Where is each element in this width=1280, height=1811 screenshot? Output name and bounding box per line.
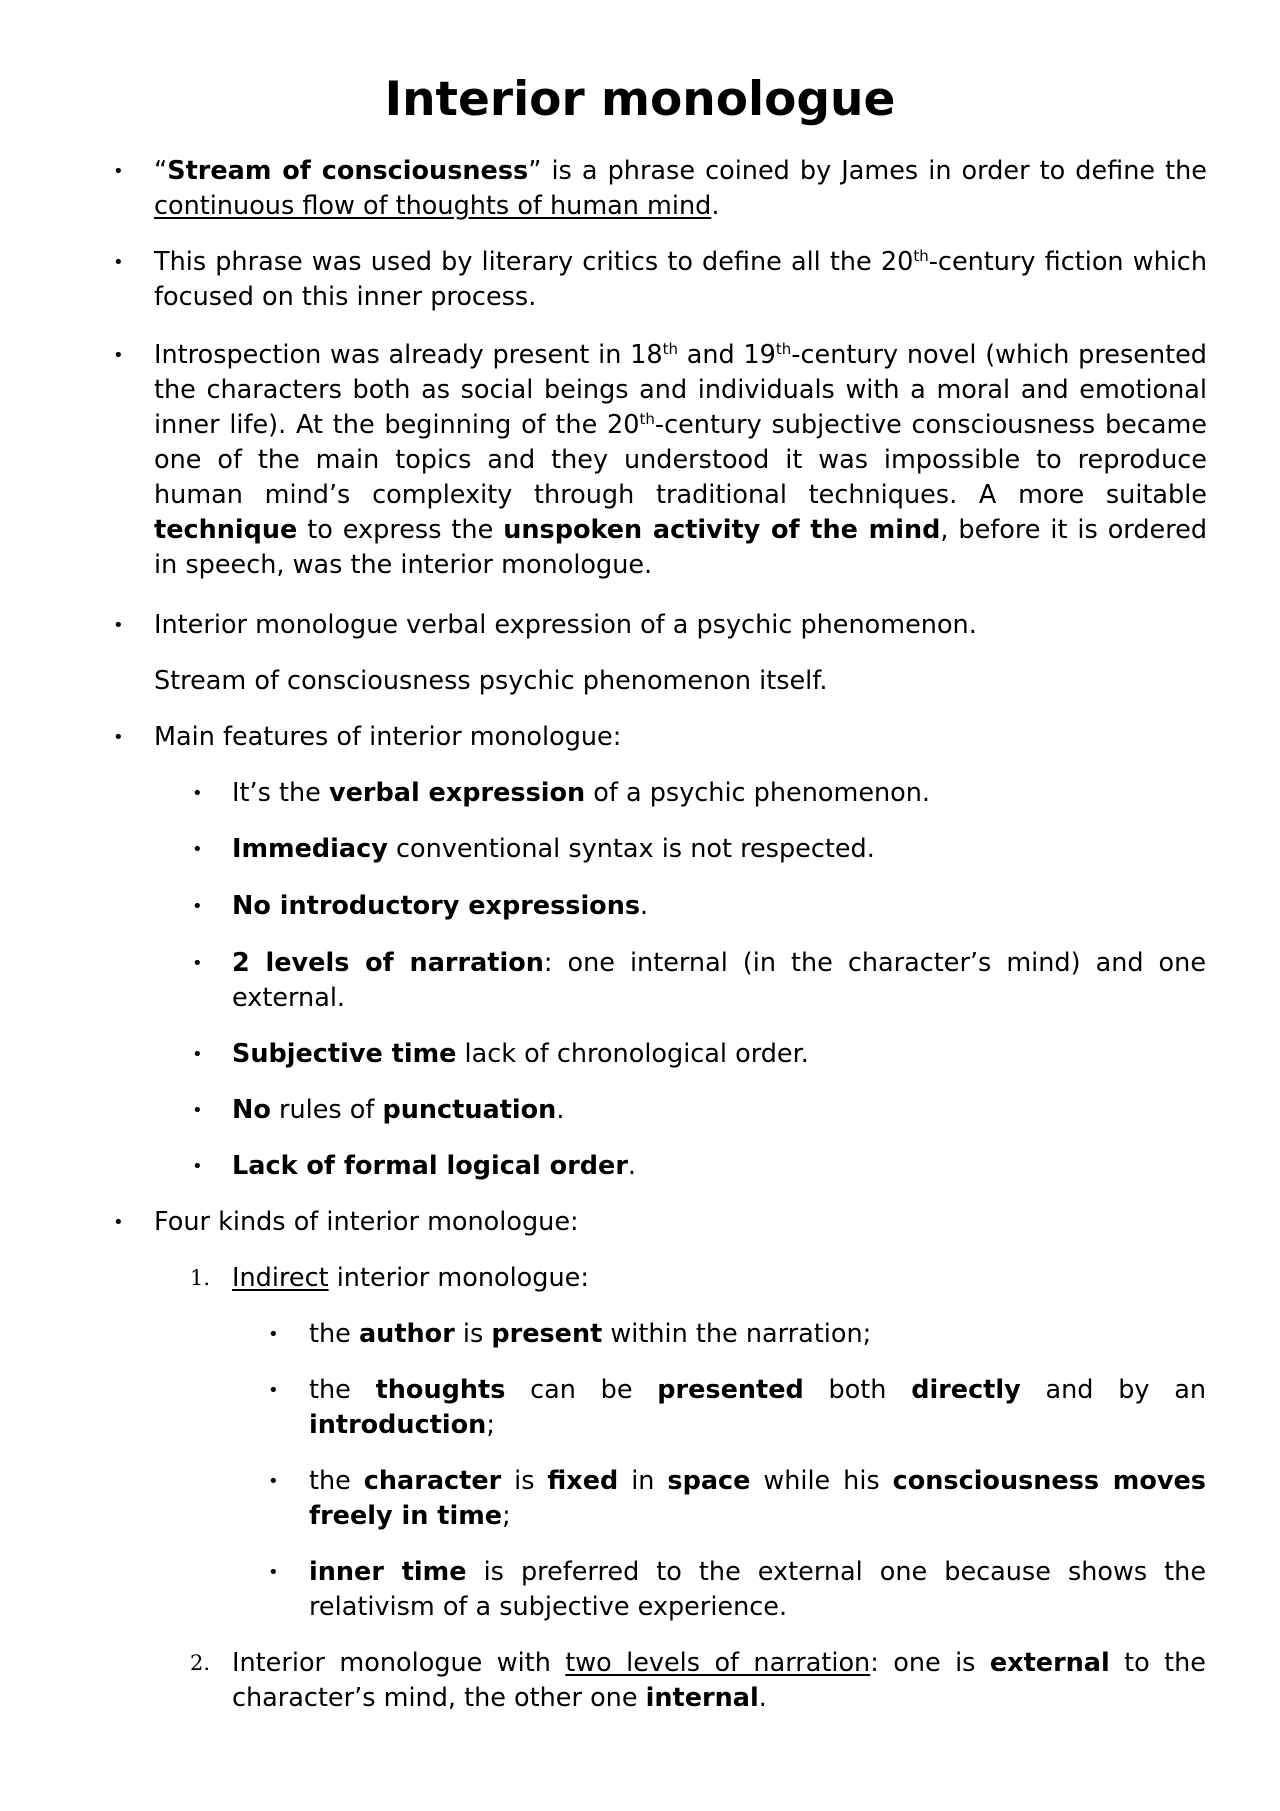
bold-text: No introductory expressions bbox=[232, 891, 641, 921]
feature-two-levels bbox=[232, 946, 1206, 1016]
bullet-icon: • bbox=[192, 1100, 203, 1121]
bold-text: space bbox=[667, 1466, 751, 1496]
list-number: 1. bbox=[190, 1266, 211, 1290]
paragraph-main-features: Main features of interior monologue: bbox=[154, 722, 622, 752]
bullet-icon: • bbox=[113, 252, 124, 273]
bullet-icon: • bbox=[192, 783, 203, 804]
superscript: th bbox=[662, 340, 678, 358]
paragraph-four-kinds: Four kinds of interior monologue: bbox=[154, 1207, 579, 1237]
bold-text: Lack of formal logical order bbox=[232, 1151, 628, 1181]
bold-text: directly bbox=[911, 1375, 1021, 1405]
text: ; bbox=[502, 1501, 511, 1531]
bold-text: fixed bbox=[547, 1466, 619, 1496]
bullet-icon: • bbox=[113, 345, 124, 366]
text: the bbox=[309, 1375, 376, 1405]
underlined-text: Indirect bbox=[232, 1263, 329, 1293]
bold-text: No bbox=[232, 1095, 271, 1125]
feature-subjective-time bbox=[232, 1037, 1206, 1072]
bullet-icon: • bbox=[113, 161, 124, 182]
bold-text: Immediacy bbox=[232, 834, 388, 864]
bold-text: character bbox=[363, 1466, 502, 1496]
underlined-text: continuous flow of thoughts of human mind bbox=[154, 191, 712, 221]
text: in bbox=[618, 1466, 668, 1496]
bullet-icon: • bbox=[192, 839, 203, 860]
page-title: Interior monologue bbox=[384, 72, 896, 127]
bullet-icon: • bbox=[268, 1324, 279, 1345]
bold-text: introduction bbox=[309, 1410, 487, 1440]
feature-immediacy bbox=[232, 832, 1206, 867]
text: is preferred to the external one because shows the relativism of a subjective experience. bbox=[309, 1557, 1207, 1622]
bold-text: inner time bbox=[309, 1557, 467, 1587]
text: . bbox=[640, 891, 649, 921]
bold-text: Stream of consciousness bbox=[167, 156, 529, 186]
text: within the narration; bbox=[602, 1319, 872, 1349]
feature-logical-order bbox=[232, 1149, 1206, 1184]
text: rules of bbox=[270, 1095, 383, 1125]
paragraph-introspection bbox=[154, 338, 1207, 583]
text: and by an bbox=[1020, 1375, 1206, 1405]
underlined-text: two levels of narration bbox=[565, 1648, 871, 1678]
feature-verbal-expression bbox=[232, 776, 1206, 811]
text: ; bbox=[486, 1410, 495, 1440]
text: . bbox=[758, 1683, 767, 1713]
bullet-icon: • bbox=[192, 1156, 203, 1177]
kind-indirect bbox=[232, 1261, 1206, 1296]
text: : one internal (in the character’s mind) and one external. bbox=[232, 948, 1207, 1013]
text: the bbox=[309, 1319, 359, 1349]
kind-two-levels bbox=[232, 1646, 1206, 1716]
text: is bbox=[454, 1319, 492, 1349]
list-number: 2. bbox=[190, 1651, 211, 1675]
bullet-icon: • bbox=[268, 1562, 279, 1583]
bold-text: unspoken activity of the mind bbox=[503, 515, 941, 545]
text: Interior monologue with bbox=[232, 1648, 566, 1678]
superscript: th bbox=[639, 410, 655, 428]
bold-text: thoughts bbox=[375, 1375, 506, 1405]
text: -century subjective consciousness became one of the main topics and they understood it was impossible to reproduce human mind’s complexity through traditional techniques. A more suitable bbox=[154, 410, 1207, 510]
paragraph-stream-definition: Stream of consciousness psychic phenomenon itself. bbox=[154, 666, 828, 696]
bullet-icon: • bbox=[192, 1044, 203, 1065]
text: both bbox=[803, 1375, 912, 1405]
bullet-icon: • bbox=[268, 1380, 279, 1401]
text: and 19 bbox=[677, 340, 776, 370]
text: Introspection was already present in 18 bbox=[154, 340, 663, 370]
bullet-icon: • bbox=[192, 896, 203, 917]
paragraph-interior-monologue-definition: Interior monologue verbal expression of a psychic phenomenon. bbox=[154, 610, 977, 640]
feature-punctuation bbox=[232, 1093, 1206, 1128]
text: the bbox=[309, 1466, 364, 1496]
bold-text: presented bbox=[657, 1375, 804, 1405]
text: , before it is ordered in speech, was the interior monologue. bbox=[154, 515, 1208, 580]
text: “ bbox=[154, 156, 168, 186]
paragraph-phrase-usage bbox=[154, 245, 1207, 315]
bullet-icon: • bbox=[113, 615, 124, 636]
text: is bbox=[501, 1466, 548, 1496]
text: ” bbox=[528, 156, 542, 186]
text: lack of chronological order. bbox=[456, 1039, 809, 1069]
text: of a psychic phenomenon. bbox=[585, 778, 931, 808]
bullet-icon: • bbox=[113, 727, 124, 748]
text: -century fiction which focused on this inner process. bbox=[154, 247, 1207, 312]
bold-text: consciousness moves freely in time bbox=[309, 1466, 1206, 1531]
feature-no-introductory-expressions bbox=[232, 889, 1206, 924]
indirect-character-fixed bbox=[309, 1464, 1206, 1534]
bullet-icon: • bbox=[268, 1471, 279, 1492]
text: . bbox=[627, 1151, 637, 1181]
text: interior monologue: bbox=[328, 1263, 589, 1293]
text: This phrase was used by literary critics to define all the 20 bbox=[154, 247, 914, 277]
text: It’s the bbox=[232, 778, 329, 808]
bold-text: present bbox=[491, 1319, 603, 1349]
bold-text: punctuation bbox=[382, 1095, 557, 1125]
text: while his bbox=[750, 1466, 893, 1496]
text: can be bbox=[505, 1375, 658, 1405]
superscript: th bbox=[913, 247, 929, 265]
text: . bbox=[711, 191, 720, 221]
bold-text: Subjective time bbox=[232, 1039, 457, 1069]
bold-text: internal bbox=[645, 1683, 759, 1713]
text: . bbox=[556, 1095, 565, 1125]
bullet-icon: • bbox=[192, 953, 203, 974]
paragraph-stream-of-consciousness bbox=[154, 154, 1207, 224]
indirect-thoughts-presented bbox=[309, 1373, 1206, 1443]
text: conventional syntax is not respected. bbox=[387, 834, 875, 864]
superscript: th bbox=[775, 340, 792, 358]
bold-text: verbal expression bbox=[328, 778, 586, 808]
text: to express the bbox=[297, 515, 504, 545]
text: is a phrase coined by James in order to define the bbox=[541, 156, 1207, 186]
text: to the character’s mind, the other one bbox=[232, 1648, 1207, 1713]
bold-text: technique bbox=[154, 515, 298, 545]
bullet-icon: • bbox=[113, 1212, 124, 1233]
indirect-author-present bbox=[309, 1317, 1206, 1352]
indirect-inner-time bbox=[309, 1555, 1206, 1625]
bold-text: 2 levels of narration bbox=[232, 948, 544, 978]
bold-text: author bbox=[358, 1319, 455, 1349]
bold-text: external bbox=[989, 1648, 1110, 1678]
text: -century novel (which presented the characters both as social beings and individuals with a moral and emotional inner life). At the beginning of the 20 bbox=[154, 340, 1207, 440]
text: : one is bbox=[870, 1648, 990, 1678]
